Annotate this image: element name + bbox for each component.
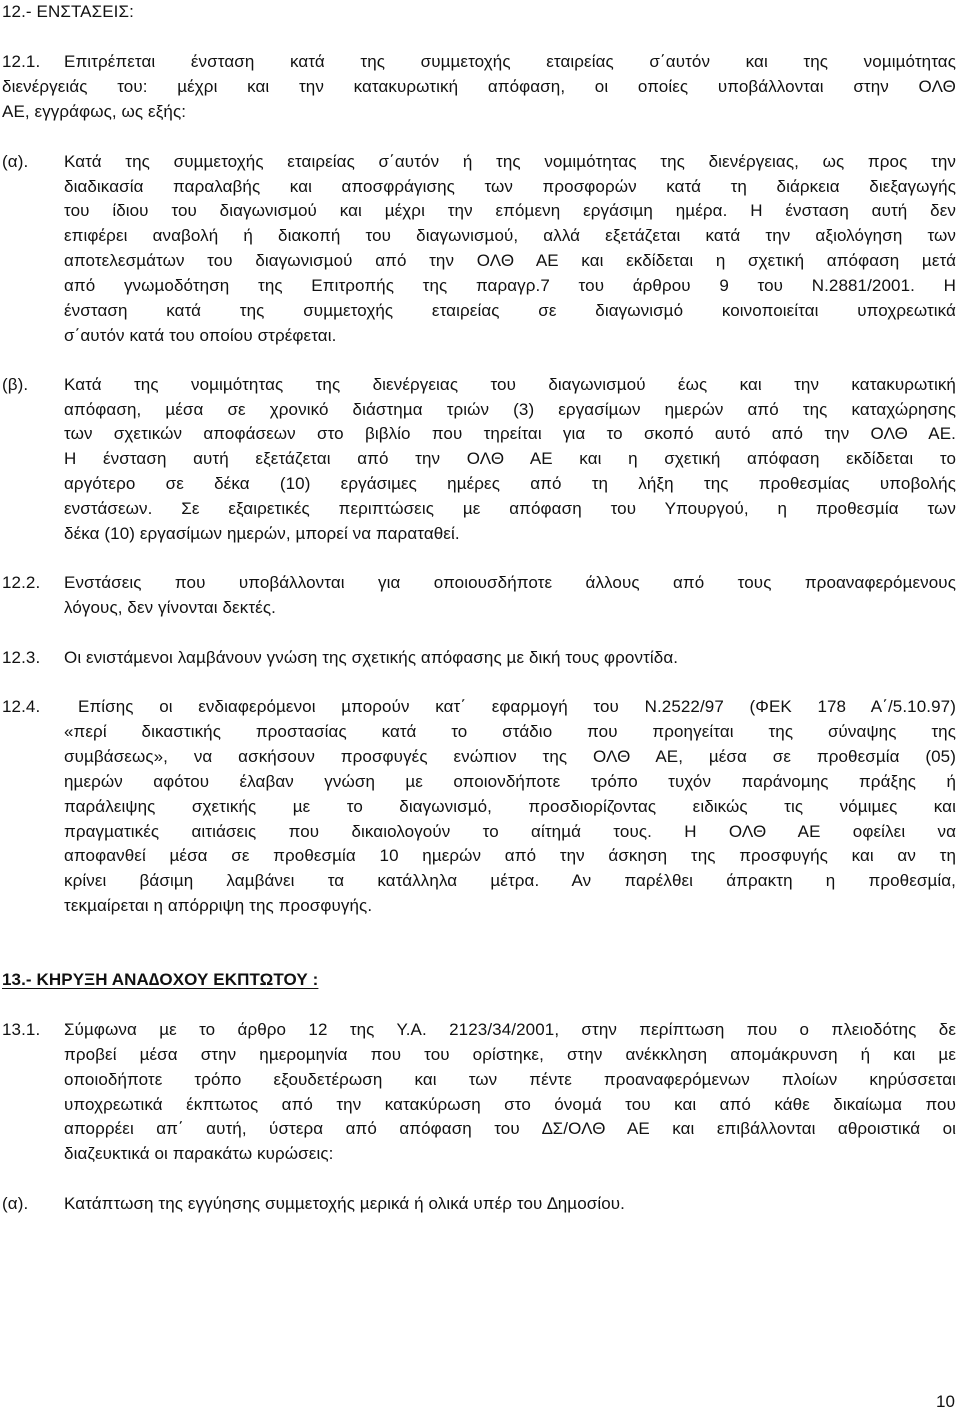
item-b-line: Η ένσταση αυτή εξετάζεται από την ΟΛΘ ΑΕ και η σχετική απόφαση εκδίδεται το [64,449,956,468]
paragraph-12-3-line: Οι ενιστάµενοι λαµβάνουν γνώση της σχετικής απόφασης µε δική τους φροντίδα. [64,648,679,667]
item-a-line: διαδικασία παραλαβής και αποσφράγισης των προσφορών κατά τη διάρκεια διεξαγωγής [64,177,956,196]
item-a-label: (α). [2,152,29,171]
item-a-line: σ΄αυτόν κατά του οποίου στρέφεται. [64,326,337,345]
item-a-line: από γνωµοδότηση της Επιτροπής της παραγρ.7 του άρθρου 9 του Ν.2881/2001. Η [64,276,956,295]
item-b-line: των σχετικών αποφάσεων στο βιβλίο που τηρείται για το σκοπό αυτό από την ΟΛΘ ΑΕ. [64,424,956,443]
paragraph-13-1-line: προβεί µέσα στην ηµεροµηνία που του ορίστηκε, στην ανέκκληση απομάκρυνση ή και µε [64,1045,956,1064]
paragraph-12-1-line: Επιτρέπεται ένσταση κατά της συµµετοχής εταιρείας σ΄αυτόν και της νοµιµότητας [64,52,956,71]
paragraph-13-1-line: Σύµφωνα µε το άρθρο 12 της Υ.Α. 2123/34/2001, στην περίπτωση που ο πλειοδότης δε [64,1020,956,1039]
item-a-line: Κατά της συµµετοχής εταιρείας σ΄αυτόν ή της νοµιµότητας της διενέργειας, ως προς την [64,152,956,171]
paragraph-12-2-line: λόγους, δεν γίνονται δεκτές. [64,598,276,617]
paragraph-number-12-3: 12.3. [2,648,41,667]
paragraph-number-12-1: 12.1. [2,52,41,71]
paragraph-12-1-line: ΑΕ, εγγράφως, ως εξής: [2,102,187,121]
paragraph-12-4-line: συµβάσεως», να ασκήσουν προσφυγές ενώπιον της ΟΛΘ ΑΕ, µέσα σε προθεσµία (05) [64,747,956,766]
paragraph-12-4-line: Επίσης οι ενδιαφερόµενοι µπορούν κατ΄ εφαρµογή του Ν.2522/97 (ΦΕΚ 178 Α΄/5.10.97) [78,697,956,716]
paragraph-12-4-line: κρίνει βάσιµη λαµβάνει τα κατάλληλα µέτρα. Αν παρέλθει άπρακτη η προθεσµία, [64,871,956,890]
item-b-label: (β). [2,375,29,394]
item-a-line: αποτελεσµάτων του διαγωνισµού από την ΟΛΘ ΑΕ και εκδίδεται η σχετική απόφαση µετά [64,251,956,270]
page-number: 10 [936,1392,955,1411]
paragraph-12-4-line: τεκµαίρεται η απόρριψη της προσφυγής. [64,896,373,915]
paragraph-13-1-line: υποχρεωτικά έκπτωτος από την κατακύρωση στο όνοµά του και από κάθε δικαίωµα που [64,1095,956,1114]
paragraph-13-1-line: οποιοδήποτε τρόπο εξουδετέρωση και των πέντε προαναφερόµενων πλοίων κηρύσσεται [64,1070,956,1089]
item-b-line: αργότερο σε δέκα (10) εργάσιµες ηµέρες από τη λήξη της προθεσµίας υποβολής [64,474,956,493]
item-13-a-label: (α). [2,1194,29,1213]
paragraph-13-1-line: διαζευκτικά οι παρακάτω κυρώσεις: [64,1144,334,1163]
item-13-a-line: Κατάπτωση της εγγύησης συµµετοχής µερικά ή ολικά υπέρ του ∆ηµοσίου. [64,1194,626,1213]
paragraph-12-4-line: πραγµατικές αιτιάσεις που δικαιολογούν το αίτηµά τους. Η ΟΛΘ ΑΕ οφείλει να [64,822,956,841]
item-a-line: του ίδιου του διαγωνισµού και µέχρι την επόµενη εργάσιµη ηµέρα. Η ένσταση αυτή δεν [64,201,956,220]
paragraph-12-4-line: ηµερών αφότου έλαβαν γνώση µε οποιονδήποτε τρόπο τυχόν παράνοµης πράξης ή [64,772,956,791]
paragraph-number-12-4: 12.4. [2,697,41,716]
paragraph-number-12-2: 12.2. [2,573,41,592]
paragraph-12-1-line: διενέργειάς του: µέχρι και την κατακυρωτική απόφαση, οι οποίες υποβάλλονται στην ΟΛΘ [2,77,956,96]
section-12-heading: 12.- ΕΝΣΤΑΣΕΙΣ: [2,2,134,21]
item-a-line: επιφέρει αναβολή ή διακοπή του διαγωνισµού, αλλά εξετάζεται κατά την αξιολόγηση των [64,226,956,245]
paragraph-12-2-line: Ενστάσεις που υποβάλλονται για οποιουσδήποτε άλλους από τους προαναφερόµενους [64,573,956,592]
item-a-line: ένσταση κατά της συµµετοχής εταιρείας σε διαγωνισµό κοινοποιείται υποχρεωτικά [64,301,956,320]
item-b-line: Κατά της νοµιµότητας της διενέργειας του διαγωνισµού έως και την κατακυρωτική [64,375,956,394]
item-b-line: δέκα (10) εργασίµων ηµερών, µπορεί να παραταθεί. [64,524,460,543]
paragraph-12-4-line: «περί δικαστικής προστασίας κατά το στάδιο που προηγείται της σύναψης της [64,722,956,741]
section-13-heading: 13.- ΚΗΡΥΞΗ ΑΝΑ∆ΟΧΟΥ ΕΚΠΤΩΤΟΥ : [2,970,319,989]
paragraph-number-13-1: 13.1. [2,1020,41,1039]
item-b-line: απόφαση, µέσα σε χρονικό διάστηµα τριών (3) εργασίµων ηµερών από της καταχώρησης [64,400,956,419]
paragraph-12-4-line: παράλειψης σχετικής µε το διαγωνισµό, προσδιορίζοντας ειδικώς τις νόµιµες και [64,797,956,816]
item-b-line: ενστάσεων. Σε εξαιρετικές περιπτώσεις µε απόφαση του Υπουργού, η προθεσµία των [64,499,956,518]
paragraph-12-4-line: αποφανθεί µέσα σε προθεσµία 10 ηµερών από την άσκηση της προσφυγής και αν τη [64,846,956,865]
paragraph-13-1-line: απορρέει απ΄ αυτή, ύστερα από απόφαση του ∆Σ/ΟΛΘ ΑΕ και επιβάλλονται αθροιστικά οι [64,1119,956,1138]
